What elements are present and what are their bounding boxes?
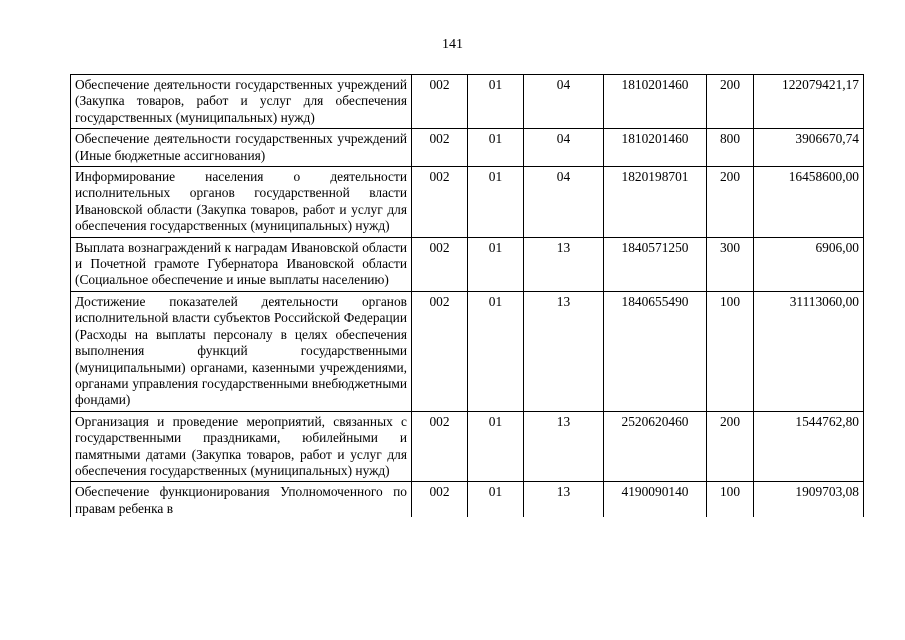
section-code-cell: 01: [468, 411, 524, 482]
expense-type-cell: 200: [707, 167, 754, 238]
subsection-code-cell: 04: [524, 167, 604, 238]
target-item-cell: 1840571250: [604, 237, 707, 291]
section-code-cell: 01: [468, 291, 524, 411]
table-row: [71, 411, 864, 482]
target-item-cell: 1810201460: [604, 75, 707, 129]
amount-cell: 16458600,00: [754, 167, 864, 238]
ministry-code-cell: 002: [412, 129, 468, 167]
target-item-cell: 1810201460: [604, 129, 707, 167]
subsection-code-cell: 13: [524, 482, 604, 517]
subsection-code-cell: 13: [524, 411, 604, 482]
table-row: [71, 75, 864, 129]
table-row: [71, 129, 864, 167]
expense-name-cell: Информирование населения о деятельности исполнительных органов государственной власти Ивановской области (Закупка товаров, работ и услуг для обеспечения государственных (муниципальных) нужд): [71, 167, 412, 238]
ministry-code-cell: 002: [412, 482, 468, 517]
amount-cell: 6906,00: [754, 237, 864, 291]
amount-cell: 1544762,80: [754, 411, 864, 482]
table-row: [71, 291, 864, 411]
expense-type-cell: 100: [707, 482, 754, 517]
ministry-code-cell: 002: [412, 411, 468, 482]
ministry-code-cell: 002: [412, 237, 468, 291]
ministry-code-cell: 002: [412, 75, 468, 129]
subsection-code-cell: 13: [524, 237, 604, 291]
budget-table: [70, 74, 864, 517]
expense-name-cell: Обеспечение деятельности государственных учреждений (Закупка товаров, работ и услуг для обеспечения государственных (муниципальных) нужд): [71, 75, 412, 129]
subsection-code-cell: 04: [524, 129, 604, 167]
amount-cell: 1909703,08: [754, 482, 864, 517]
ministry-code-cell: 002: [412, 167, 468, 238]
expense-type-cell: 200: [707, 75, 754, 129]
target-item-cell: 1820198701: [604, 167, 707, 238]
target-item-cell: 1840655490: [604, 291, 707, 411]
amount-cell: 122079421,17: [754, 75, 864, 129]
target-item-cell: 2520620460: [604, 411, 707, 482]
expense-name-cell: Обеспечение деятельности государственных учреждений (Иные бюджетные ассигнования): [71, 129, 412, 167]
ministry-code-cell: 002: [412, 291, 468, 411]
expense-name-cell: Обеспечение функционирования Уполномоченного по правам ребенка в: [71, 482, 412, 517]
expense-name-cell: Выплата вознаграждений к наградам Ивановской области и Почетной грамоте Губернатора Ивановской области (Социальное обеспечение и иные выплаты населению): [71, 237, 412, 291]
table-row: [71, 167, 864, 238]
target-item-cell: 4190090140: [604, 482, 707, 517]
subsection-code-cell: 13: [524, 291, 604, 411]
amount-cell: 31113060,00: [754, 291, 864, 411]
expense-name-cell: Достижение показателей деятельности органов исполнительной власти субъектов Российской Федерации (Расходы на выплаты персоналу в целях обеспечения выполнения функций государственными (муниципальными) органами, казенными учреждениями, органами управления государственными внебюджетными фондами): [71, 291, 412, 411]
section-code-cell: 01: [468, 237, 524, 291]
section-code-cell: 01: [468, 482, 524, 517]
expense-type-cell: 300: [707, 237, 754, 291]
section-code-cell: 01: [468, 167, 524, 238]
table-row: [71, 482, 864, 517]
section-code-cell: 01: [468, 129, 524, 167]
section-code-cell: 01: [468, 75, 524, 129]
expense-type-cell: 100: [707, 291, 754, 411]
expense-name-cell: Организация и проведение мероприятий, связанных с государственными праздниками, юбилейными и памятными датами (Закупка товаров, работ и услуг для обеспечения государственных (муниципальных) нужд): [71, 411, 412, 482]
expense-type-cell: 200: [707, 411, 754, 482]
page-number: 141: [442, 37, 463, 52]
amount-cell: 3906670,74: [754, 129, 864, 167]
subsection-code-cell: 04: [524, 75, 604, 129]
expense-type-cell: 800: [707, 129, 754, 167]
table-row: [71, 237, 864, 291]
